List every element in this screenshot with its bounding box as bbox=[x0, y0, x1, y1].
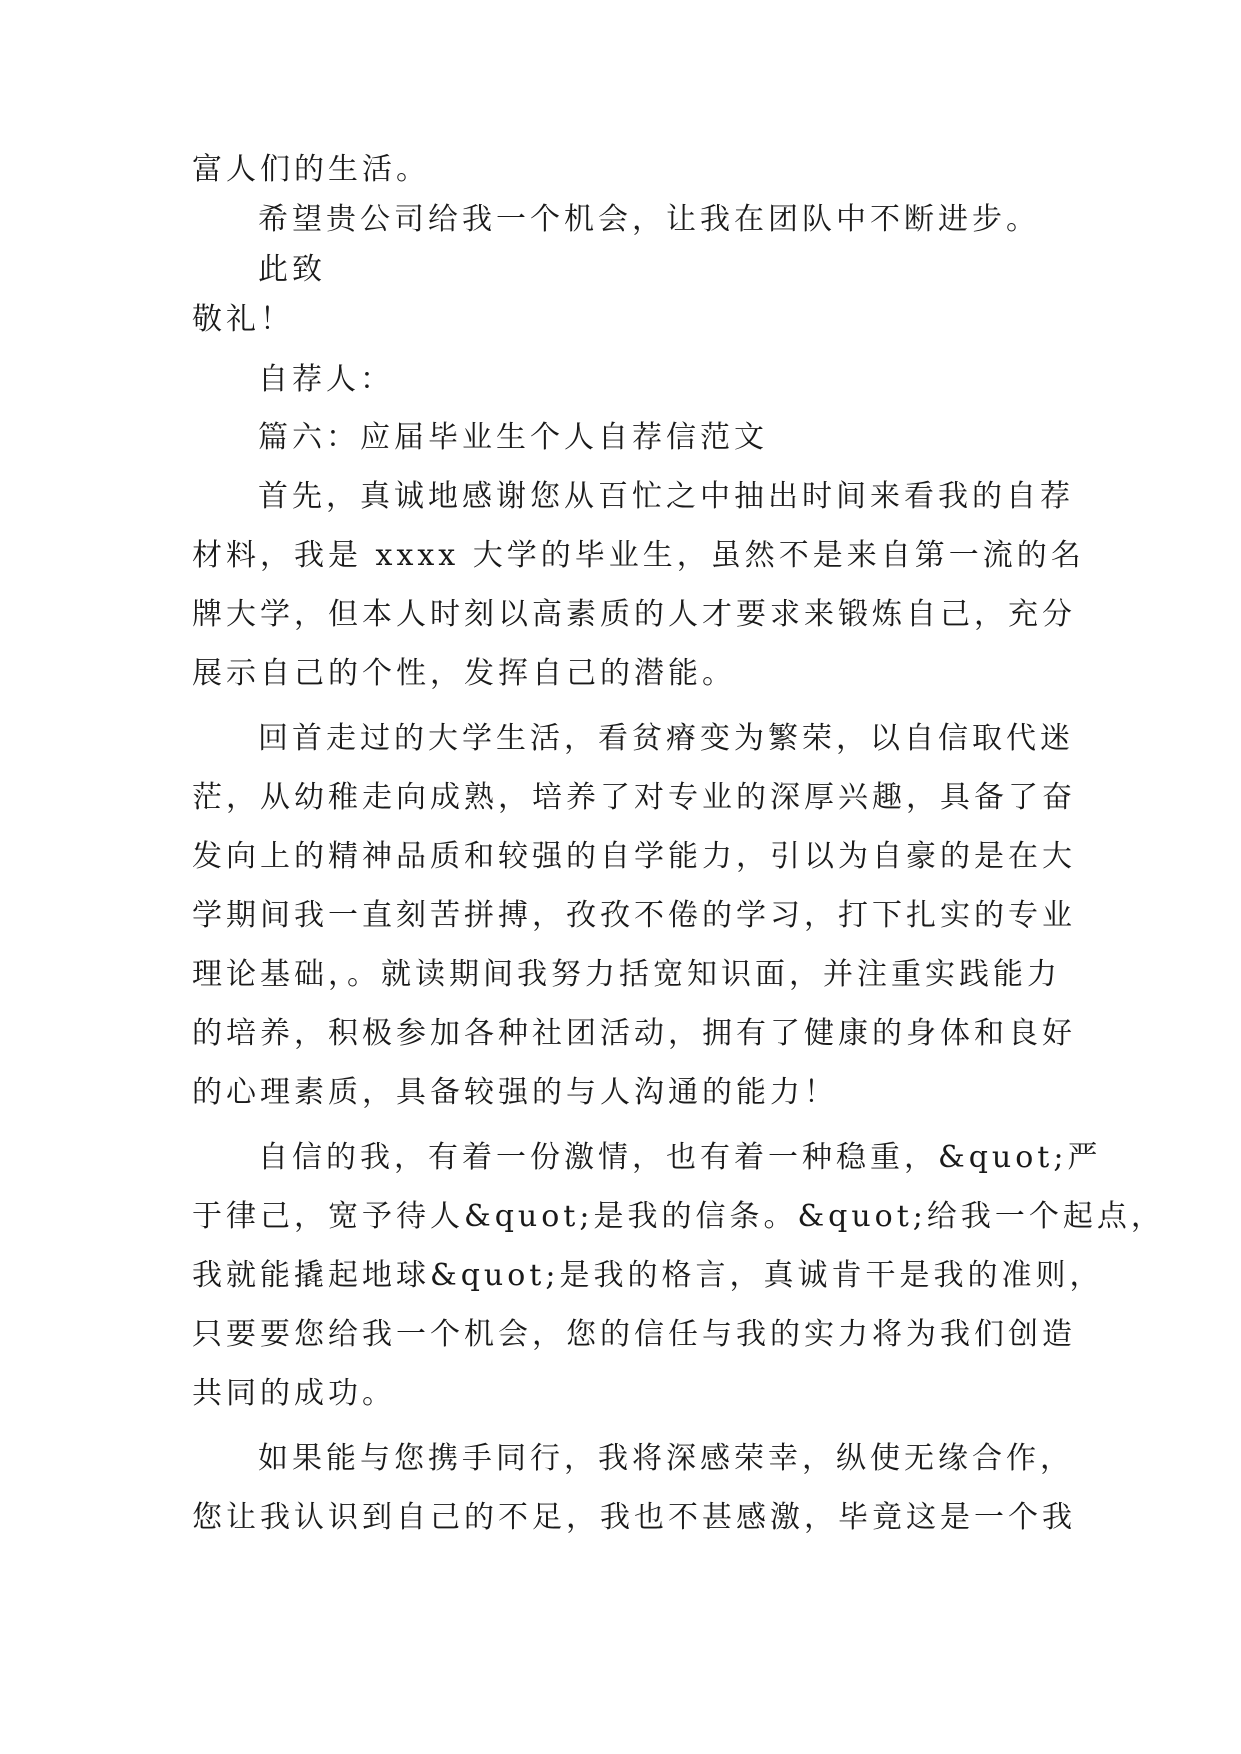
text-line: 理论基础，。就读期间我努力括宽知识面，并注重实践能力 bbox=[192, 957, 1061, 992]
text-line: 展示自己的个性，发挥自己的潜能。 bbox=[192, 656, 736, 691]
text-line: 首先，真诚地感谢您从百忙之中抽出时间来看我的自荐 bbox=[258, 479, 1074, 514]
text-line: 自荐人： bbox=[258, 362, 394, 397]
section-heading: 篇六：应届毕业生个人自荐信范文 bbox=[258, 420, 768, 455]
text-line: 希望贵公司给我一个机会，让我在团队中不断进步。 bbox=[258, 202, 1040, 237]
text-line: 的培养，积极参加各种社团活动，拥有了健康的身体和良好 bbox=[192, 1016, 1076, 1051]
text-line: 茫，从幼稚走向成熟，培养了对专业的深厚兴趣，具备了奋 bbox=[192, 780, 1076, 815]
text-line: 发向上的精神品质和较强的自学能力，引以为自豪的是在大 bbox=[192, 839, 1076, 874]
text-line: 学期间我一直刻苦拼搏，孜孜不倦的学习，打下扎实的专业 bbox=[192, 898, 1076, 933]
text-line: 材料，我是 xxxx 大学的毕业生，虽然不是来自第一流的名 bbox=[192, 538, 1085, 573]
text-line: 自信的我，有着一份激情，也有着一种稳重，&quot;严 bbox=[258, 1140, 1102, 1175]
text-line: 于律己，宽予待人&quot;是我的信条。&quot;给我一个起点， bbox=[192, 1199, 1165, 1234]
text-line: 此致 bbox=[258, 252, 326, 287]
text-line: 回首走过的大学生活，看贫瘠变为繁荣，以自信取代迷 bbox=[258, 721, 1074, 756]
text-line: 牌大学，但本人时刻以高素质的人才要求来锻炼自己，充分 bbox=[192, 597, 1076, 632]
text-line: 共同的成功。 bbox=[192, 1376, 396, 1411]
text-line: 富人们的生活。 bbox=[192, 152, 430, 187]
text-line: 如果能与您携手同行，我将深感荣幸，纵使无缘合作， bbox=[258, 1441, 1074, 1476]
text-line: 敬礼！ bbox=[192, 302, 294, 337]
text-line: 的心理素质，具备较强的与人沟通的能力！ bbox=[192, 1075, 838, 1110]
text-line: 您让我认识到自己的不足，我也不甚感激，毕竟这是一个我 bbox=[192, 1500, 1076, 1535]
text-line: 只要要您给我一个机会，您的信任与我的实力将为我们创造 bbox=[192, 1317, 1076, 1352]
text-line: 我就能撬起地球&quot;是我的格言，真诚肯干是我的准则， bbox=[192, 1258, 1104, 1293]
